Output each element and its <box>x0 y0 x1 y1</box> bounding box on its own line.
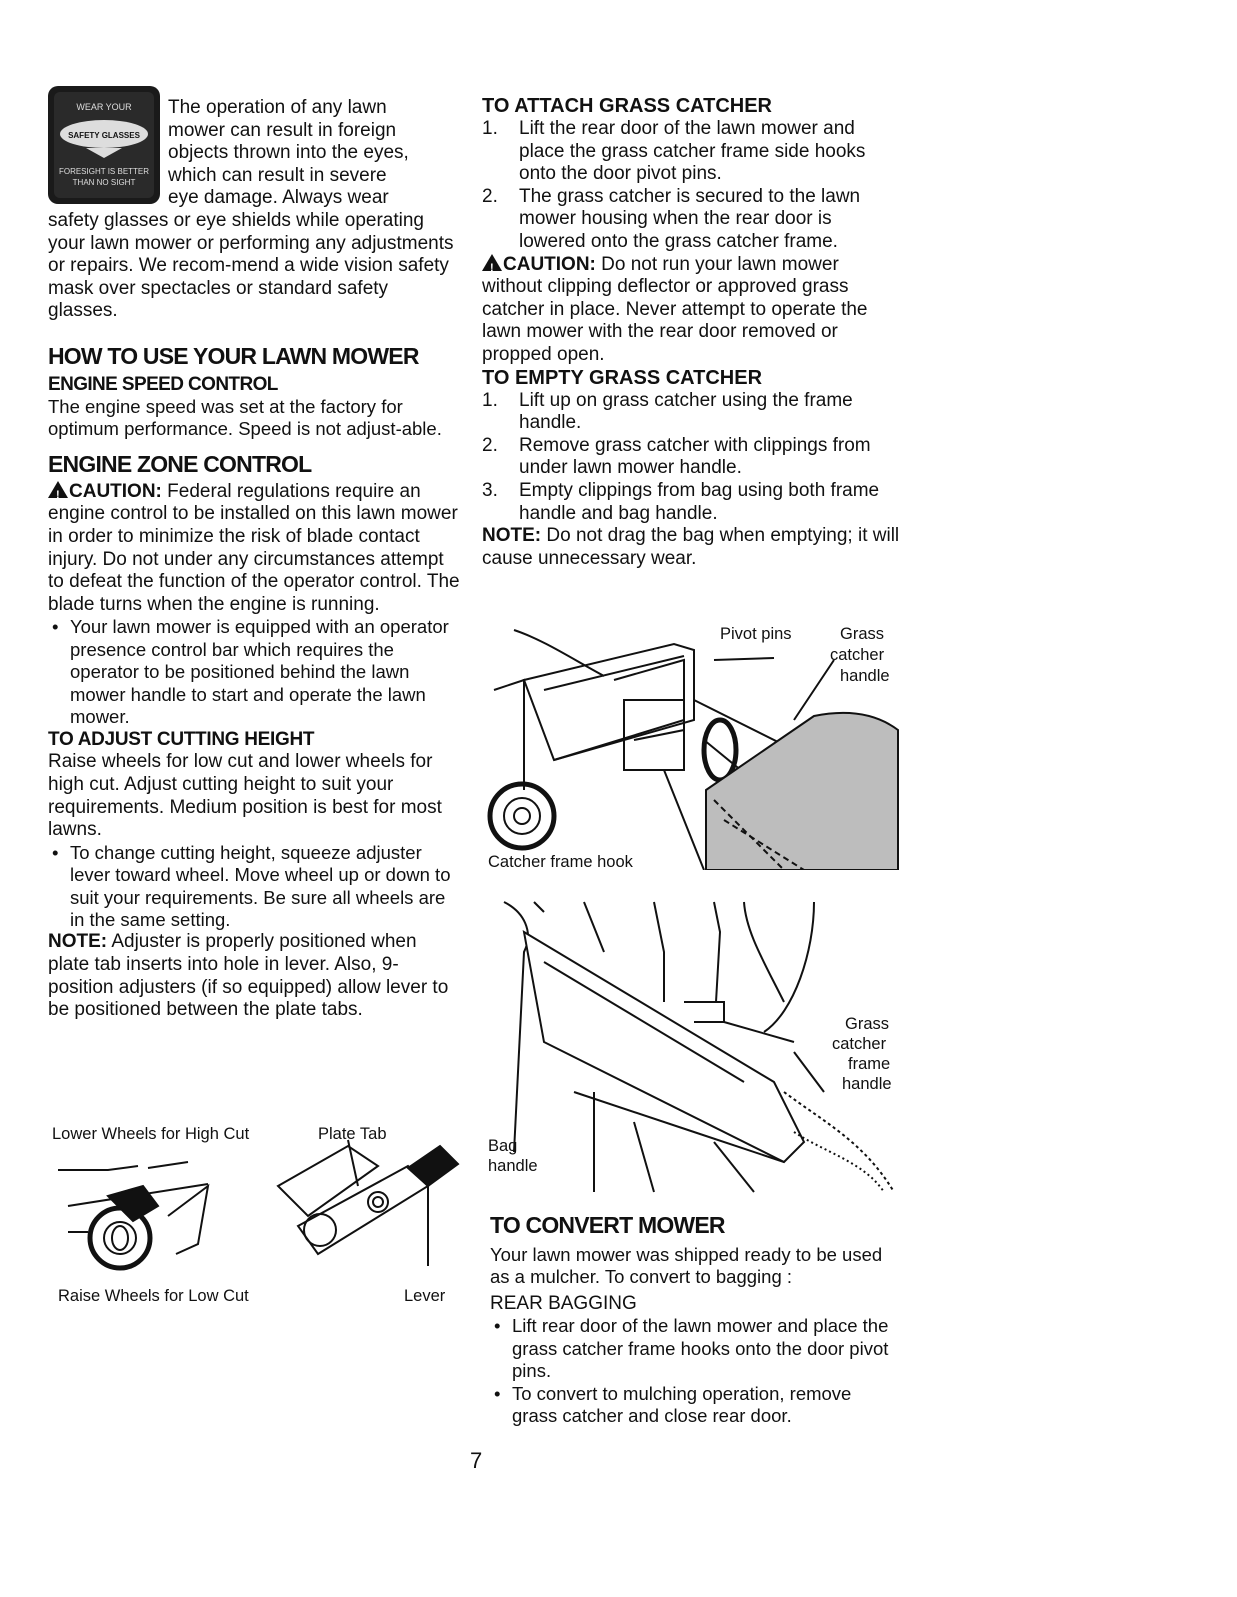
intro-text: safety glasses or eye shields while operating your lawn mower or performing any adjustments or repairs. We recom-mend a wide vision safety mask over spectacles or standard safety glasses. <box>48 210 454 322</box>
svg-text:THAN NO SIGHT: THAN NO SIGHT <box>72 178 136 187</box>
cut-height-text: Raise wheels for low cut and lower wheels for high cut. Adjust cutting height to suit your requirements. Medium position is best for most lawns. <box>48 751 442 841</box>
fig-label-lower: Lower Wheels for High Cut <box>52 1125 250 1143</box>
list-item: 1. Lift the rear door of the lawn mower and place the grass catcher frame side hooks onto the door pivot pins. <box>482 118 866 185</box>
fig-label-grass: catcher <box>830 646 885 664</box>
fig-label-hook: Catcher frame hook <box>488 853 633 871</box>
cutting-height-illustration <box>48 1126 460 1286</box>
page-number: 7 <box>470 1448 483 1473</box>
fig-label-raise: Raise Wheels for Low Cut <box>58 1287 249 1305</box>
intro-line: The operation of any lawn <box>168 97 387 118</box>
left-column-body <box>48 210 460 1022</box>
caution-text: !CAUTION: Do not run your lawn mower without clipping deflector or approved grass catcher in place. Never attempt to operate the lawn mower with the rear door removed or propped open. <box>482 254 902 367</box>
subsection-heading: TO EMPTY GRASS CATCHER <box>482 366 763 389</box>
section-heading: TO CONVERT MOWER <box>490 1212 725 1238</box>
fig-label-grass-frame: Grass <box>845 1015 890 1033</box>
subsection-heading: TO ATTACH GRASS CATCHER <box>482 95 772 117</box>
fig-label-bag: Bag <box>488 1137 518 1155</box>
convert-section <box>490 1212 900 1427</box>
left-column <box>168 97 458 210</box>
list-item: • To change cutting height, squeeze adjuster lever toward wheel. Move wheel up or down to suit your requirements. Be sure all wheels are in the same setting. <box>48 842 460 932</box>
engine-speed-text: The engine speed was set at the factory for optimum performance. Speed is not adjust-able. <box>48 395 442 440</box>
list-item: 2. The grass catcher is secured to the lawn mower housing when the rear door is lowered onto the grass catcher frame. <box>482 185 861 252</box>
rear-bagging-label: REAR BAGGING <box>490 1292 637 1314</box>
fig-label-grass: handle <box>840 667 890 685</box>
intro-line: eye damage. Always wear <box>168 187 389 209</box>
grass-catcher-empty-illustration <box>484 892 904 1202</box>
engine-zone-text: !CAUTION: Federal regulations require an engine control to be installed on this lawn mower in order to minimize the risk of blade contact injury. Do not under any circumstances attempt to defeat the function of the operator control. The blade turns when the engine is running. <box>48 481 460 617</box>
intro-line: mower can result in foreign <box>168 119 397 141</box>
list-item: 2. Remove grass catcher with clippings from under lawn mower handle. <box>482 434 871 479</box>
section-heading: ENGINE ZONE CONTROL <box>48 450 312 477</box>
fig-label-bag: handle <box>488 1157 538 1175</box>
svg-text:WEAR YOUR: WEAR YOUR <box>76 102 132 112</box>
list-item: • Lift rear door of the lawn mower and place the grass catcher frame hooks onto the door pivot pins. <box>490 1315 900 1382</box>
list-item: 3. Empty clippings from bag using both frame handle and bag handle. <box>482 479 880 524</box>
subsection-heading: ENGINE SPEED CONTROL <box>48 373 278 395</box>
fig-label-grass-frame: handle <box>842 1075 892 1093</box>
note-text: NOTE: Adjuster is properly positioned when plate tab inserts into hole in lever. Also, 9-position adjusters (if so equipped) allow lever to be positioned between the plate tabs. <box>48 931 449 1021</box>
subsection-heading: TO ADJUST CUTTING HEIGHT <box>48 729 315 751</box>
svg-text:FORESIGHT IS BETTER: FORESIGHT IS BETTER <box>58 167 150 176</box>
section-heading: HOW TO USE YOUR LAWN MOWER <box>48 342 419 369</box>
fig-label-grass-frame: frame <box>848 1055 891 1073</box>
convert-text: Your lawn mower was shipped ready to be used as a mulcher. To convert to bagging : <box>490 1244 883 1288</box>
fig-label-grass-frame: catcher <box>832 1035 887 1053</box>
right-column <box>482 95 902 570</box>
list-item: • To convert to mulching operation, remove grass catcher and close rear door. <box>490 1383 900 1428</box>
fig-label-plate-tab: Plate Tab <box>318 1125 387 1143</box>
intro-line: objects thrown into the eyes, <box>168 142 409 164</box>
caution-triangle-icon <box>482 254 502 271</box>
note-text: NOTE: Do not drag the bag when emptying; it will cause unnecessary wear. <box>482 525 900 569</box>
safety-glasses-badge <box>48 86 160 204</box>
fig-label-lever: Lever <box>404 1287 446 1305</box>
list-item: 1. Lift up on grass catcher using the frame handle. <box>482 389 853 434</box>
caution-triangle-icon <box>48 481 68 498</box>
grass-catcher-attach-illustration <box>484 620 900 870</box>
list-item: • Your lawn mower is equipped with an operator presence control bar which requires the operator to be positioned behind the lawn mower handle to start and operate the lawn mower. <box>48 616 460 728</box>
intro-line: which can result in severe <box>168 164 387 186</box>
svg-text:SAFETY GLASSES: SAFETY GLASSES <box>68 131 140 140</box>
fig-label-grass: Grass <box>840 625 885 643</box>
fig-label-pivot: Pivot pins <box>720 625 792 643</box>
